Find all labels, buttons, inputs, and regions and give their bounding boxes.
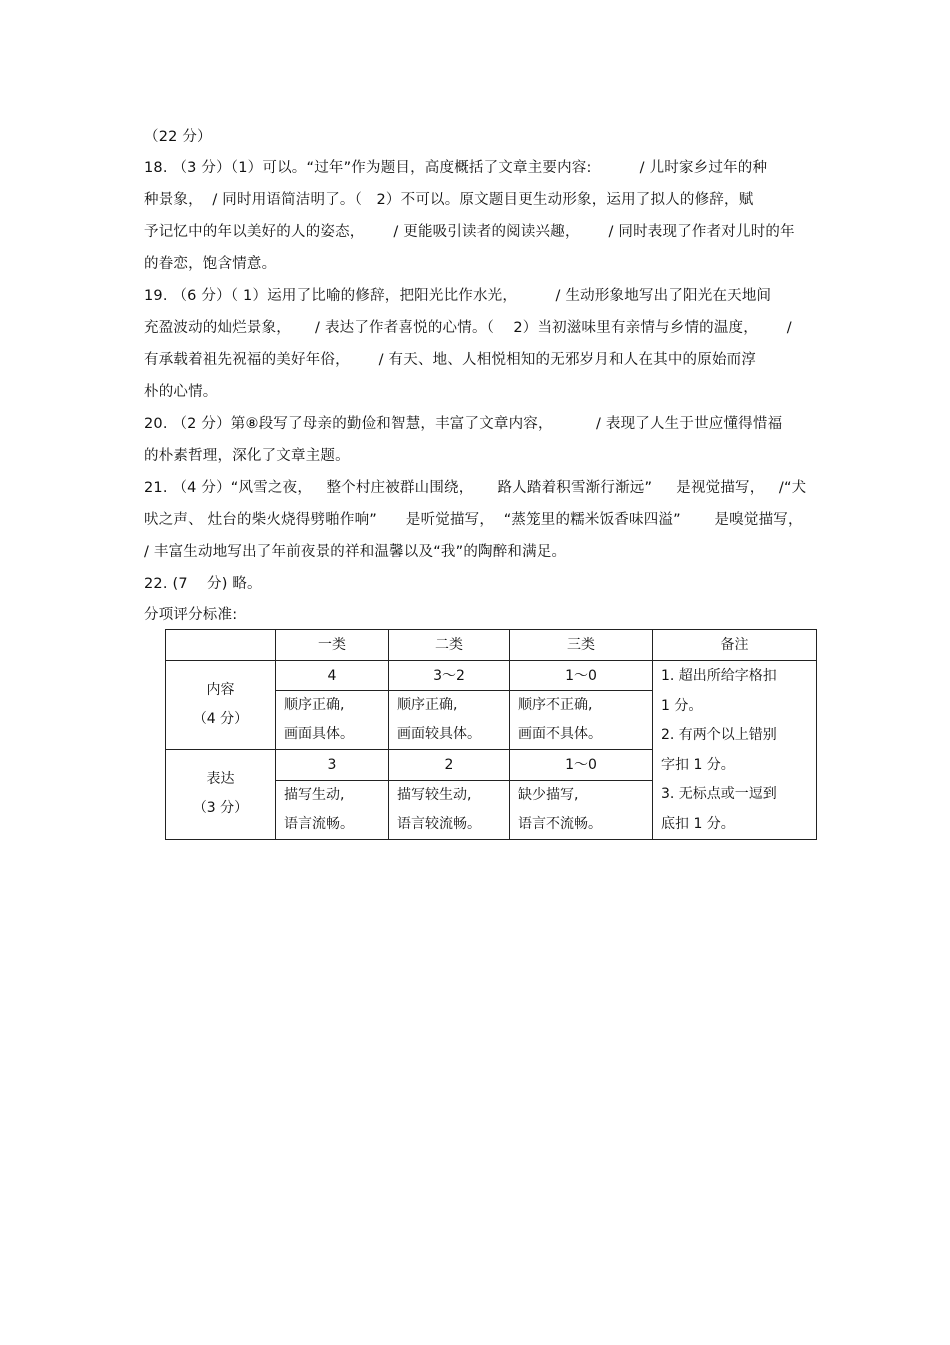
answer-line: 种景象， / 同时用语简洁明了。（ 2）不可以。原文题目更生动形象，运用了拟人的修辞，赋	[144, 192, 754, 208]
remarks-cell: 1. 超出所给字格扣 1 分。 2. 有两个以上错别 字扣 1 分。 3. 无标点或一逗到 底扣 1 分。	[653, 661, 817, 840]
row-label: 表达 （3 分）	[166, 750, 276, 840]
scoring-table	[165, 629, 817, 840]
criteria-cell: 顺序不正确, 画面不具体。	[510, 691, 653, 750]
answer-line: / 丰富生动地写出了年前夜景的祥和温馨以及“我”的陶醉和满足。	[144, 544, 567, 560]
table-row	[166, 661, 817, 691]
section-score: （22 分）	[144, 129, 212, 145]
score-cell: 1～0	[510, 750, 653, 781]
criteria-cell: 顺序正确, 画面具体。	[276, 691, 389, 750]
table-caption: 分项评分标准:	[144, 607, 238, 623]
answer-line: 18. （3 分）（1）可以。“过年”作为题目，高度概括了文章主要内容: / 儿时家乡过年的种	[144, 160, 768, 176]
row-label: 内容 （4 分）	[166, 661, 276, 750]
table-header-row	[166, 630, 817, 661]
answer-line: 21. （4 分）“风雪之夜， 整个村庄被群山围绕， 路人踏着积雪渐行渐远” 是视觉描写， /“犬	[144, 480, 807, 496]
score-cell: 3～2	[389, 661, 510, 691]
answer-line: 20. （2 分）第⑧段写了母亲的勤俭和智慧，丰富了文章内容， / 表现了人生于世应懂得惜福	[144, 416, 783, 432]
score-cell: 2	[389, 750, 510, 781]
answer-line: 的朴素哲理，深化了文章主题。	[144, 448, 350, 464]
score-cell: 4	[276, 661, 389, 691]
answer-line: 22. (7 分) 略。	[144, 576, 262, 592]
answer-line: 19. （6 分）（ 1）运用了比喻的修辞，把阳光比作水光， / 生动形象地写出了阳光在天地间	[144, 288, 772, 304]
criteria-cell: 缺少描写, 语言不流畅。	[510, 780, 653, 839]
header-cell	[166, 630, 276, 661]
criteria-cell: 顺序正确, 画面较具体。	[389, 691, 510, 750]
header-cell: 三类	[510, 630, 653, 661]
score-cell: 1～0	[510, 661, 653, 691]
header-cell: 二类	[389, 630, 510, 661]
header-cell: 备注	[653, 630, 817, 661]
answer-line: 充盈波动的灿烂景象， / 表达了作者喜悦的心情。（ 2）当初滋味里有亲情与乡情的温度， /	[144, 320, 792, 336]
answer-line: 予记忆中的年以美好的人的姿态， / 更能吸引读者的阅读兴趣， / 同时表现了作者对儿时的年	[144, 224, 795, 240]
answer-line: 有承载着祖先祝福的美好年俗， / 有天、地、人相悦相知的无邪岁月和人在其中的原始而淳	[144, 352, 757, 368]
answer-line: 朴的心情。	[144, 384, 218, 400]
score-cell: 3	[276, 750, 389, 781]
answer-line: 吠之声、 灶台的柴火烧得劈啪作响” 是听觉描写， “蒸笼里的糯米饭香味四溢” 是嗅觉描写，	[144, 512, 803, 528]
answer-line: 的眷恋，饱含情意。	[144, 256, 277, 272]
criteria-cell: 描写生动, 语言流畅。	[276, 780, 389, 839]
criteria-cell: 描写较生动, 语言较流畅。	[389, 780, 510, 839]
header-cell: 一类	[276, 630, 389, 661]
